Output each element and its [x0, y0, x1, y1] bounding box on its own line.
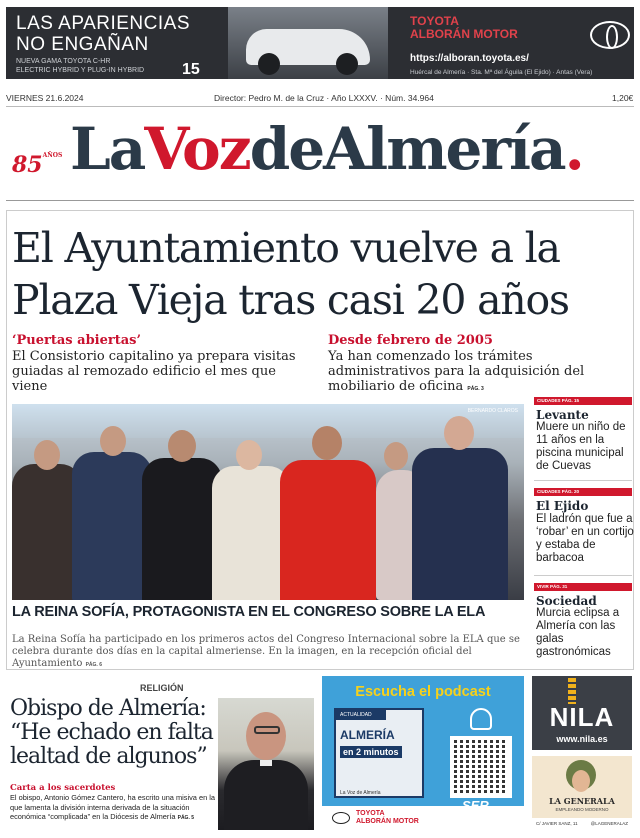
generala-footer: C/ JAVIER SANZ, 11 @LAGENERALAZ: [532, 818, 632, 830]
toyota-ad-banner[interactable]: [6, 7, 634, 79]
sidebar-section-levante: CIUDADES PÁG. 15: [534, 397, 632, 405]
issue-director: Director: Pedro M. de la Cruz · Año LXXXV. · Núm. 34.964: [214, 93, 434, 103]
divider: [534, 575, 632, 576]
ad-model-line: NUEVA GAMA TOYOTA C-HR ELECTRIC HYBRID Y PLUG-IN HYBRID: [16, 58, 145, 74]
podcast-card: ACTUALIDAD ALMERÍA en 2 minutos La Voz de Almería: [334, 708, 424, 798]
ad-slogan: LAS APARIENCIAS NO ENGAÑAN: [16, 13, 190, 55]
sidebar-section-sociedad: VIVIR PÁG. 31: [534, 583, 632, 591]
podcast-ad[interactable]: [322, 676, 524, 830]
religion-section-label: RELIGIÓN: [140, 683, 184, 693]
divider: [6, 106, 634, 107]
podcast-footer: TOYOTA ALBORÁN MOTOR: [322, 806, 524, 830]
bishop-photo[interactable]: [218, 698, 314, 830]
religion-text: El obispo, Antonio Gómez Cantero, ha escrito una misiva en la que lamenta la división interna derivada de la situación económica “complicada” en la Diócesis de Almería PÁG. 5: [10, 793, 215, 822]
sidebar-text-ejido: El ladrón que fue a ‘robar’ en un cortijo y estaba de barbacoa: [536, 513, 634, 564]
dealer-address: Huércal de Almería · Sta. Mª del Águila (El Ejido) · Antas (Vera): [410, 69, 593, 76]
dealer-url[interactable]: https://alboran.toyota.es/: [410, 53, 529, 64]
sidebar-text-levante: Muere un niño de 11 años en la piscina municipal de Cuevas: [536, 421, 626, 472]
lead-headline[interactable]: El Ayuntamiento vuelve a la Plaza Vieja tras casi 20 años: [12, 224, 569, 324]
religion-kicker: Carta a los sacerdotes: [10, 783, 116, 793]
lead-right-kicker: Desde febrero de 2005: [328, 333, 493, 348]
lead-left-text: El Consistorio capitalino ya prepara visitas guiadas al remozado edificio el mes que viene: [12, 349, 296, 394]
lead-left-kicker: ‘Puertas abiertas’: [12, 333, 141, 348]
toyota-logo-icon: [332, 812, 350, 824]
issue-date: VIERNES 21.6.2024: [6, 93, 84, 103]
masthead-logo[interactable]: LaVozdeAlmería.: [70, 115, 583, 183]
dealer-name: TOYOTA ALBORÁN MOTOR: [410, 14, 518, 41]
generala-brand: LA GENERALA: [549, 796, 615, 806]
sidebar-text-sociedad: Murcia eclipsa a Almería con las galas gastronómicas: [536, 607, 620, 658]
lead-right-text: Ya han comenzado los trámites administrativos para la adquisición del mobiliario de oficina PÁG. 3: [328, 349, 585, 394]
toyota-logo-icon: [590, 21, 630, 49]
sidebar-title-levante[interactable]: Levante: [536, 408, 589, 422]
religion-headline[interactable]: Obispo de Almería: “He echado en falta lealtad de algunos”: [10, 696, 213, 769]
sidebar-title-ejido[interactable]: El Ejido: [536, 499, 589, 513]
ad-warranty: 15: [182, 61, 200, 78]
sidebar-title-sociedad[interactable]: Sociedad: [536, 594, 597, 608]
podcast-title: Escucha el podcast: [355, 684, 491, 700]
divider: [6, 200, 634, 201]
photo-caption-text: La Reina Sofía ha participado en los primeros actos del Congreso Internacional sobre la ELA que se celebra durante dos días en la capital almeriense. En la imagen, en la recepción oficial del Ayuntamiento PÁG. 6: [12, 634, 520, 669]
nila-brand: NILA: [549, 702, 615, 732]
photo-caption-headline[interactable]: LA REINA SOFÍA, PROTAGONISTA EN EL CONGRESO SOBRE LA ELA: [12, 604, 486, 620]
generala-ad[interactable]: [532, 756, 632, 830]
lead-photo[interactable]: [12, 404, 524, 600]
nila-ad[interactable]: [532, 676, 632, 750]
anniversary-badge: $85^{AÑOS}$: [12, 152, 63, 178]
issue-price: 1,20€: [612, 93, 634, 103]
headphones-icon: [470, 708, 492, 730]
nila-url[interactable]: www.nila.es: [556, 734, 608, 744]
car-image: [228, 7, 388, 79]
photo-credit: BERNARDO CLAROS: [467, 408, 518, 414]
sidebar-section-ejido: CIUDADES PÁG. 20: [534, 488, 632, 496]
generala-sub: EMPLEANDO MODERNO: [555, 807, 609, 812]
divider: [534, 480, 632, 481]
qr-code-icon[interactable]: [450, 736, 512, 798]
